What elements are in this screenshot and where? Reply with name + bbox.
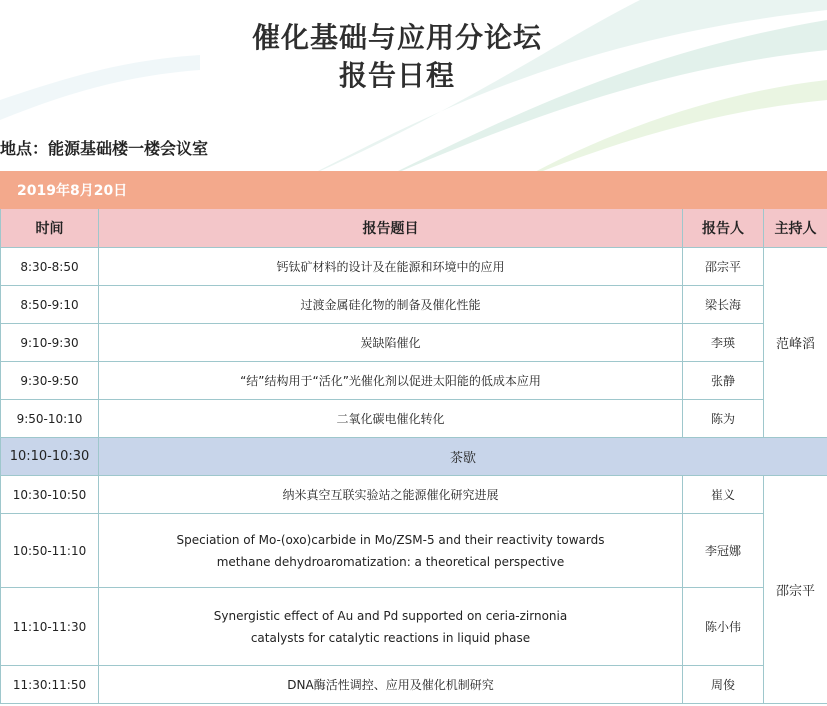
talk-title-line: catalysts for catalytic reactions in liquid phase bbox=[250, 630, 531, 645]
talk-title: 钙钛矿材料的设计及在能源和环境中的应用 bbox=[99, 248, 683, 286]
talk-time: 11:30:11:50 bbox=[1, 666, 99, 704]
talk-time: 9:30-9:50 bbox=[1, 362, 99, 400]
talk-time: 9:50-10:10 bbox=[1, 400, 99, 438]
column-header-title: 报告题目 bbox=[99, 209, 683, 248]
talk-time: 8:50-9:10 bbox=[1, 286, 99, 324]
break-time: 10:10-10:30 bbox=[1, 438, 99, 476]
table-row bbox=[1, 286, 827, 324]
talk-speaker: 张静 bbox=[683, 362, 764, 400]
session-chair: 范峰滔 bbox=[764, 248, 827, 438]
break-label: 茶歇 bbox=[99, 438, 827, 476]
talk-speaker: 李瑛 bbox=[683, 324, 764, 362]
column-header-speaker: 报告人 bbox=[683, 209, 764, 248]
table-row bbox=[1, 362, 827, 400]
talk-speaker: 邵宗平 bbox=[683, 248, 764, 286]
talk-time: 10:30-10:50 bbox=[1, 476, 99, 514]
table-row bbox=[1, 400, 827, 438]
table-header-row bbox=[1, 209, 827, 248]
schedule-table bbox=[0, 171, 827, 704]
table-row bbox=[1, 588, 827, 666]
talk-title-line: Synergistic effect of Au and Pd supported on ceria-zirnonia bbox=[213, 608, 568, 623]
talk-time: 11:10-11:30 bbox=[1, 588, 99, 666]
talk-time: 9:10-9:30 bbox=[1, 324, 99, 362]
talk-speaker: 李冠娜 bbox=[683, 514, 764, 588]
talk-speaker: 周俊 bbox=[683, 666, 764, 704]
talk-title: 纳米真空互联实验站之能源催化研究进展 bbox=[99, 476, 683, 514]
talk-title bbox=[99, 588, 683, 666]
talk-speaker: 梁长海 bbox=[683, 286, 764, 324]
talk-time: 8:30-8:50 bbox=[1, 248, 99, 286]
column-header-chair: 主持人 bbox=[764, 209, 827, 248]
talk-time: 10:50-11:10 bbox=[1, 514, 99, 588]
date-bar bbox=[1, 172, 827, 209]
table-row bbox=[1, 514, 827, 588]
talk-title bbox=[99, 514, 683, 588]
talk-speaker: 陈小伟 bbox=[683, 588, 764, 666]
talk-title-line: methane dehydroaromatization: a theoretical perspective bbox=[216, 554, 565, 569]
column-header-time: 时间 bbox=[1, 209, 99, 248]
talk-title: 二氧化碳电催化转化 bbox=[99, 400, 683, 438]
talk-title: “结”结构用于“活化”光催化剂以促进太阳能的低成本应用 bbox=[99, 362, 683, 400]
table-row bbox=[1, 666, 827, 704]
talk-title: 过渡金属硅化物的制备及催化性能 bbox=[99, 286, 683, 324]
talk-title-line: Speciation of Mo-(oxo)carbide in Mo/ZSM-5 and their reactivity towards bbox=[176, 532, 605, 547]
table-row bbox=[1, 476, 827, 514]
table-row bbox=[1, 248, 827, 286]
page-subtitle: 报告日程 bbox=[338, 59, 455, 92]
table-row bbox=[1, 324, 827, 362]
schedule-date: 2019年8月20日 bbox=[1, 172, 827, 209]
break-row bbox=[1, 438, 827, 476]
session-chair: 邵宗平 bbox=[764, 476, 827, 704]
venue-location: 地点：能源基础楼一楼会议室 bbox=[0, 139, 209, 158]
page-title: 催化基础与应用分论坛 bbox=[251, 21, 542, 54]
talk-title: 炭缺陷催化 bbox=[99, 324, 683, 362]
talk-title: DNA酶活性调控、应用及催化机制研究 bbox=[99, 666, 683, 704]
talk-speaker: 陈为 bbox=[683, 400, 764, 438]
talk-speaker: 崔义 bbox=[683, 476, 764, 514]
